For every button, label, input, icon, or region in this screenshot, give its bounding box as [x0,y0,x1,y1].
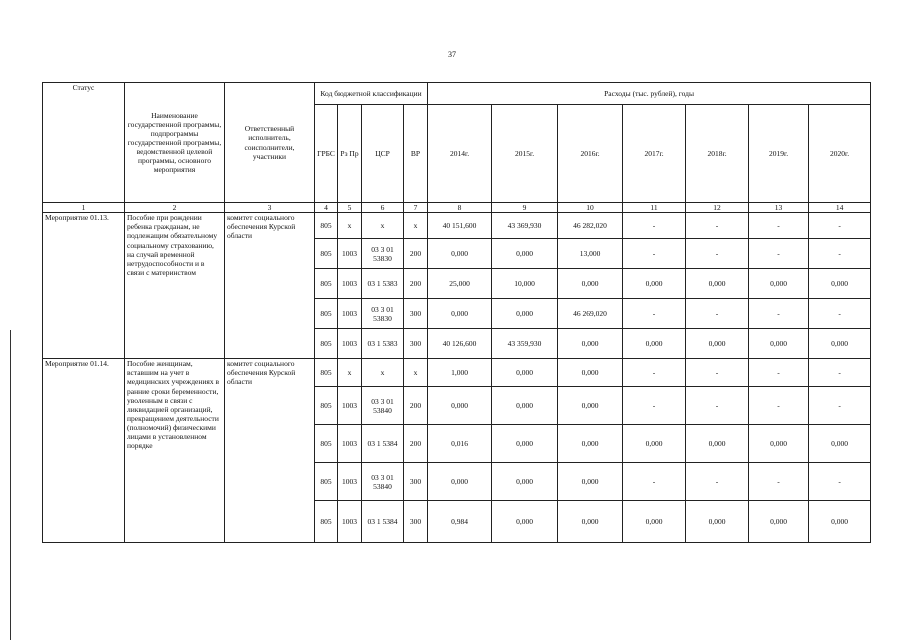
cell-amount: - [686,463,749,501]
header-year: 2019г. [749,105,809,203]
cell-amount: 43 359,930 [492,329,558,359]
header-rzpr: Рз Пр [338,105,362,203]
cell-amount: 0,000 [428,387,492,425]
cell-amount: 0,000 [749,425,809,463]
row-responsible: комитет социального обеспечения Курской области [225,213,315,359]
cell-grbs: 805 [315,213,338,239]
cell-csr: 03 1 5383 [362,269,404,299]
cell-amount: - [809,299,871,329]
cell-amount: - [749,299,809,329]
header-responsible: Ответственный исполнитель, соисполнители, участники [225,83,315,203]
cell-csr: 03 3 01 53840 [362,463,404,501]
column-number: 6 [362,203,404,213]
cell-amount: - [809,359,871,387]
page-number: 37 [448,50,456,59]
cell-amount: 0,000 [492,387,558,425]
cell-csr: 03 3 01 53830 [362,299,404,329]
cell-vr: х [404,359,428,387]
cell-amount: - [686,239,749,269]
cell-amount: 0,000 [809,501,871,543]
cell-amount: 0,000 [623,329,686,359]
cell-amount: 25,000 [428,269,492,299]
column-number: 7 [404,203,428,213]
cell-amount: 46 269,020 [558,299,623,329]
cell-amount: - [623,239,686,269]
column-number: 11 [623,203,686,213]
column-number: 1 [43,203,125,213]
cell-amount: 0,000 [623,269,686,299]
header-name: Наименование государственной программы, подпрограммы государственной программы, ведомственной целевой программы, основного мероприятия [125,83,225,203]
cell-amount: - [749,387,809,425]
cell-amount: 0,000 [686,329,749,359]
row-responsible: комитет социального обеспечения Курской области [225,359,315,543]
header-year: 2018г. [686,105,749,203]
cell-amount: - [686,359,749,387]
header-year: 2017г. [623,105,686,203]
cell-amount: - [623,359,686,387]
cell-amount: 0,984 [428,501,492,543]
column-number: 13 [749,203,809,213]
cell-amount: 0,000 [492,239,558,269]
cell-amount: 0,000 [558,425,623,463]
cell-amount: 0,000 [558,463,623,501]
cell-grbs: 805 [315,387,338,425]
cell-amount: 10,000 [492,269,558,299]
cell-amount: - [623,213,686,239]
cell-amount: 0,000 [558,269,623,299]
cell-amount: 0,000 [686,425,749,463]
cell-amount: 0,000 [492,463,558,501]
cell-amount: 0,000 [492,501,558,543]
cell-amount: 0,000 [558,387,623,425]
cell-amount: - [623,299,686,329]
cell-csr: 03 1 5383 [362,329,404,359]
cell-vr: 200 [404,425,428,463]
header-expenses: Расходы (тыс. рублей), годы [428,83,871,105]
cell-grbs: 805 [315,239,338,269]
cell-amount: 0,000 [428,463,492,501]
cell-vr: 200 [404,239,428,269]
cell-grbs: 805 [315,501,338,543]
header-status: Статус [43,83,125,203]
cell-amount: - [809,213,871,239]
cell-amount: 0,000 [428,299,492,329]
cell-amount: - [809,239,871,269]
column-number: 14 [809,203,871,213]
cell-rzpr: 1003 [338,501,362,543]
table-row [43,213,871,239]
cell-amount: 1,000 [428,359,492,387]
header-budget-code: Код бюджетной классификации [315,83,428,105]
cell-amount: - [749,213,809,239]
cell-grbs: 805 [315,329,338,359]
cell-amount: - [749,239,809,269]
cell-csr: х [362,359,404,387]
cell-amount: 0,000 [686,269,749,299]
cell-amount: 0,000 [492,425,558,463]
table-row [43,359,871,387]
header-year: 2014г. [428,105,492,203]
cell-vr: 200 [404,387,428,425]
cell-amount: 0,000 [558,501,623,543]
cell-amount: 0,000 [809,425,871,463]
cell-amount: - [809,387,871,425]
cell-amount: 0,000 [492,299,558,329]
cell-rzpr: 1003 [338,463,362,501]
cell-csr: 03 1 5384 [362,425,404,463]
cell-amount: 0,016 [428,425,492,463]
budget-table [42,82,871,543]
cell-amount: 0,000 [749,269,809,299]
column-number: 5 [338,203,362,213]
cell-amount: - [809,463,871,501]
column-number: 9 [492,203,558,213]
cell-amount: - [749,463,809,501]
cell-vr: 200 [404,269,428,299]
header-year: 2015г. [492,105,558,203]
header-grbs: ГРБС [315,105,338,203]
column-number: 3 [225,203,315,213]
left-margin-rule [10,330,11,640]
header-year: 2020г. [809,105,871,203]
cell-amount: 40 126,600 [428,329,492,359]
cell-vr: 300 [404,329,428,359]
cell-amount: 0,000 [492,359,558,387]
cell-amount: - [686,299,749,329]
header-vr: ВР [404,105,428,203]
cell-amount: 0,000 [428,239,492,269]
column-number-row [43,203,871,213]
cell-grbs: 805 [315,269,338,299]
cell-amount: 0,000 [749,501,809,543]
cell-amount: 13,000 [558,239,623,269]
cell-grbs: 805 [315,359,338,387]
cell-amount: - [623,387,686,425]
cell-amount: 40 151,600 [428,213,492,239]
cell-grbs: 805 [315,463,338,501]
row-name: Пособие женщинам, вставшим на учет в медицинских учреждениях в ранние сроки беременности, уволенным в связи с ликвидацией организаций, прекращением деятельности (полномочий) физическими лицами в установленном порядке [125,359,225,543]
cell-rzpr: 1003 [338,299,362,329]
cell-rzpr: х [338,359,362,387]
cell-amount: 0,000 [558,359,623,387]
row-status: Мероприятие 01.13. [43,213,125,359]
cell-amount: 0,000 [623,425,686,463]
column-number: 10 [558,203,623,213]
cell-grbs: 805 [315,299,338,329]
cell-rzpr: 1003 [338,387,362,425]
cell-amount: 0,000 [623,501,686,543]
cell-vr: 300 [404,299,428,329]
row-name: Пособие при рождении ребенка гражданам, не подлежащим обязательному социальному страхованию, на случай временной нетрудоспособности и в связи с материнством [125,213,225,359]
header-csr: ЦСР [362,105,404,203]
column-number: 2 [125,203,225,213]
cell-csr: 03 3 01 53830 [362,239,404,269]
cell-amount: 0,000 [809,269,871,299]
cell-rzpr: 1003 [338,425,362,463]
cell-grbs: 805 [315,425,338,463]
cell-amount: 46 282,020 [558,213,623,239]
cell-vr: 300 [404,501,428,543]
column-number: 8 [428,203,492,213]
cell-csr: 03 1 5384 [362,501,404,543]
cell-vr: 300 [404,463,428,501]
cell-amount: 0,000 [809,329,871,359]
cell-rzpr: 1003 [338,329,362,359]
cell-amount: 0,000 [749,329,809,359]
column-number: 4 [315,203,338,213]
cell-amount: - [623,463,686,501]
cell-csr: 03 3 01 53840 [362,387,404,425]
cell-rzpr: х [338,213,362,239]
cell-rzpr: 1003 [338,269,362,299]
cell-amount: - [749,359,809,387]
cell-amount: 43 369,930 [492,213,558,239]
cell-amount: 0,000 [558,329,623,359]
header-year: 2016г. [558,105,623,203]
cell-amount: - [686,387,749,425]
column-number: 12 [686,203,749,213]
cell-rzpr: 1003 [338,239,362,269]
cell-csr: х [362,213,404,239]
cell-amount: - [686,213,749,239]
row-status: Мероприятие 01.14. [43,359,125,543]
cell-amount: 0,000 [686,501,749,543]
cell-vr: х [404,213,428,239]
